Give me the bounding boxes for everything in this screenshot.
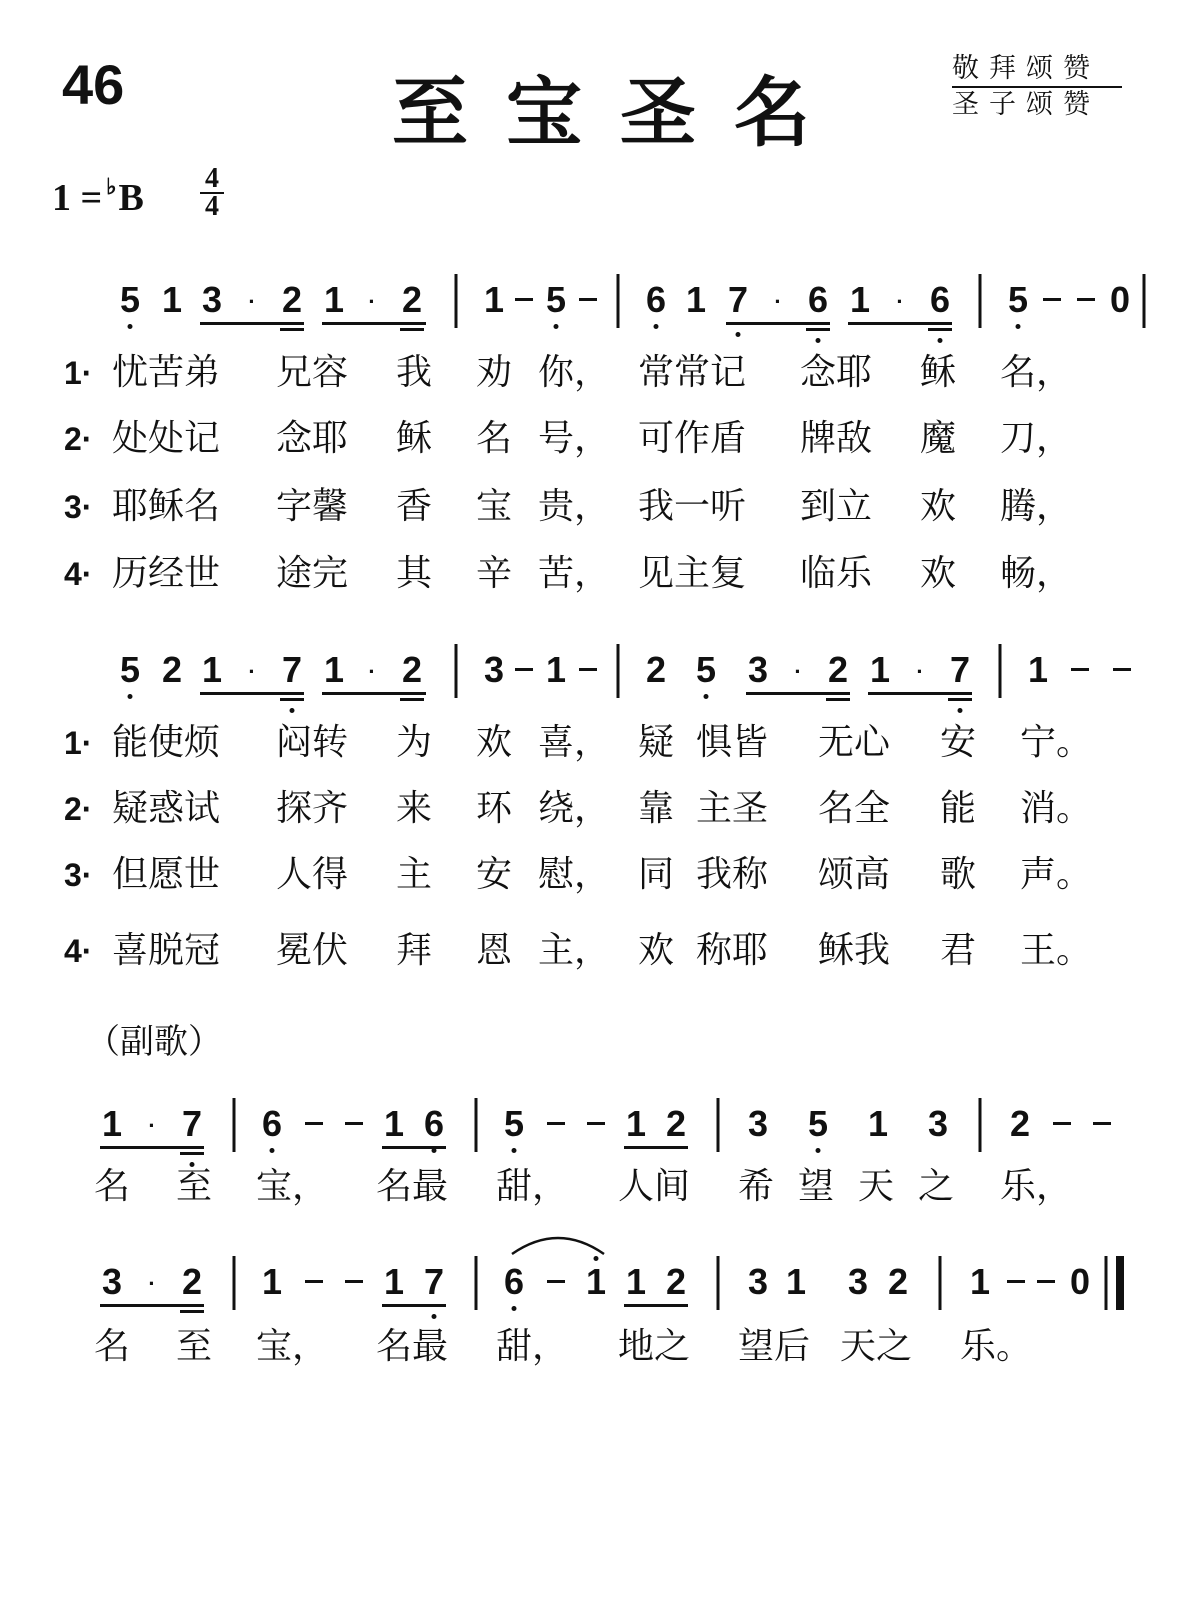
note: 1 — [625, 1103, 647, 1144]
lower-octave-dot — [512, 1306, 517, 1311]
sixteenth-beam — [180, 1310, 204, 1313]
lyric: 至 — [176, 1326, 213, 1367]
verse-number: 4· — [64, 556, 93, 592]
eighth-beam — [624, 1146, 688, 1149]
lyric: 声。 — [1020, 854, 1093, 895]
lyric: 到立 — [800, 486, 873, 527]
sixteenth-beam — [180, 1152, 204, 1155]
note: 1 — [161, 279, 183, 320]
lyric: 兄容 — [276, 352, 349, 393]
note: 5 — [503, 1103, 525, 1144]
note: 3 — [747, 1261, 769, 1302]
lyric: 能 — [940, 788, 977, 829]
dash — [305, 1280, 323, 1283]
note: 3 — [847, 1261, 869, 1302]
verse-row — [0, 416, 1200, 466]
lyric: 地之 — [618, 1326, 691, 1367]
bar-line — [979, 274, 982, 328]
lyric: 希 — [738, 1166, 775, 1207]
note: 2 — [401, 279, 423, 320]
note: 5 — [119, 279, 141, 320]
dot-augmentation: · — [368, 659, 376, 684]
note: 2 — [181, 1261, 203, 1302]
lyric: 同 — [638, 854, 675, 895]
note: 1 — [201, 649, 223, 690]
lyric: 无心 — [818, 722, 891, 763]
lower-octave-dot — [938, 338, 943, 343]
sixteenth-beam — [280, 328, 304, 331]
key-prefix: 1 = — [52, 177, 103, 219]
lyric: 字馨 — [276, 486, 349, 527]
lyric: 天 — [858, 1166, 895, 1207]
dash — [579, 668, 597, 671]
dot-augmentation: · — [916, 659, 924, 684]
note: 6 — [423, 1103, 445, 1144]
notation-system-1 — [0, 280, 1200, 340]
lyric: 甜， — [496, 1166, 569, 1207]
dash — [547, 1122, 565, 1125]
note: 1 — [383, 1103, 405, 1144]
bar-line — [1143, 274, 1146, 328]
verse-number: 4· — [64, 933, 93, 969]
lyric: 为 — [396, 722, 433, 763]
note: 2 — [281, 279, 303, 320]
note: 7 — [423, 1261, 445, 1302]
lyric: 名 — [94, 1166, 131, 1207]
lyric: 甜， — [496, 1326, 569, 1367]
lyric: 欢 — [476, 722, 513, 763]
bar-line — [233, 1098, 236, 1152]
dash — [515, 298, 533, 301]
time-bottom: 4 — [205, 191, 219, 222]
verse-row — [0, 720, 1200, 770]
lyric: 腾， — [1000, 486, 1073, 527]
eighth-beam — [200, 692, 304, 695]
verse-number: 2· — [64, 421, 93, 457]
dot-augmentation: · — [774, 289, 782, 314]
lower-octave-dot — [290, 708, 295, 713]
note: 1 — [101, 1103, 123, 1144]
lyric: 欢 — [638, 930, 675, 971]
lyric: 主， — [538, 930, 611, 971]
lyric: 忧苦弟 — [112, 352, 221, 393]
lyric: 王。 — [1020, 930, 1093, 971]
note: 2 — [665, 1103, 687, 1144]
bar-line — [475, 1256, 478, 1310]
lyric: 稣 — [396, 418, 433, 459]
dash — [345, 1280, 363, 1283]
lyric: 人得 — [276, 854, 349, 895]
note: 7 — [949, 649, 971, 690]
lyric: 探齐 — [276, 788, 349, 829]
note: 1 — [785, 1261, 807, 1302]
dot-augmentation: · — [148, 1271, 156, 1296]
note: 1 — [869, 649, 891, 690]
category-line-1: 敬拜颂赞 — [952, 52, 1122, 88]
note: 7 — [281, 649, 303, 690]
verse-number: 2· — [64, 791, 93, 827]
verse-row — [0, 350, 1200, 400]
note: 1 — [323, 279, 345, 320]
lyric: 念耶 — [276, 418, 349, 459]
note: 6 — [503, 1261, 525, 1302]
dash — [305, 1122, 323, 1125]
lower-octave-dot — [958, 708, 963, 713]
bar-line — [717, 1256, 720, 1310]
note: 5 — [119, 649, 141, 690]
lyric: 喜脱冠 — [112, 930, 221, 971]
bar-line — [455, 274, 458, 328]
lower-octave-dot — [432, 1314, 437, 1319]
lyric: 历经世 — [112, 553, 221, 594]
lower-octave-dot — [554, 324, 559, 329]
eighth-beam — [624, 1304, 688, 1307]
note: 1 — [261, 1261, 283, 1302]
sixteenth-beam — [806, 328, 830, 331]
lyric: 牌敌 — [800, 418, 873, 459]
note: 1 — [483, 279, 505, 320]
dot-augmentation: · — [896, 289, 904, 314]
lyric: 绕， — [538, 788, 611, 829]
verse-number: 3· — [64, 489, 93, 525]
note: 2 — [645, 649, 667, 690]
hymn-title: 至宝圣名 — [392, 68, 848, 157]
dash — [345, 1122, 363, 1125]
lower-octave-dot — [128, 694, 133, 699]
bar-line — [717, 1098, 720, 1152]
eighth-beam — [322, 692, 426, 695]
eighth-beam — [848, 322, 952, 325]
dot-augmentation: · — [248, 659, 256, 684]
lyric: 名 — [476, 418, 513, 459]
lyric: 你， — [538, 352, 611, 393]
lyric: 我一听 — [638, 486, 747, 527]
verse-row — [0, 551, 1200, 601]
eighth-beam — [382, 1304, 446, 1307]
lyric: 惧皆 — [696, 722, 769, 763]
lyric: 人间 — [618, 1166, 691, 1207]
category-label — [952, 52, 1122, 122]
note: 2 — [161, 649, 183, 690]
lyric: 贵， — [538, 486, 611, 527]
lyric: 主 — [396, 854, 433, 895]
lyric: 名最 — [376, 1326, 449, 1367]
note: 0 — [1069, 1261, 1091, 1302]
note: 3 — [747, 1103, 769, 1144]
lyric: 可作盾 — [638, 418, 747, 459]
lyric: 名 — [94, 1326, 131, 1367]
lyric: 天之 — [840, 1326, 913, 1367]
lyric: 疑惑试 — [112, 788, 221, 829]
lyric: 畅， — [1000, 553, 1073, 594]
lyric: 宝， — [256, 1166, 329, 1207]
lyric: 来 — [396, 788, 433, 829]
lower-octave-dot — [1016, 324, 1021, 329]
lyric: 至 — [176, 1166, 213, 1207]
lyric: 名全 — [818, 788, 891, 829]
lyric: 主圣 — [696, 788, 769, 829]
key-signature — [52, 174, 144, 220]
lyric: 称耶 — [696, 930, 769, 971]
bar-line — [233, 1256, 236, 1310]
note: 2 — [665, 1261, 687, 1302]
note: 1 — [585, 1261, 607, 1302]
time-top: 4 — [200, 166, 224, 194]
bar-line — [455, 644, 458, 698]
dash — [547, 1280, 565, 1283]
dash — [1093, 1122, 1111, 1125]
key-letter: B — [118, 177, 144, 219]
dash — [515, 668, 533, 671]
lyric: 见主复 — [638, 553, 747, 594]
lower-octave-dot — [736, 332, 741, 337]
eighth-beam — [100, 1146, 204, 1149]
verse-row — [0, 786, 1200, 836]
sixteenth-beam — [400, 328, 424, 331]
bar-line — [617, 274, 620, 328]
notation-system-4 — [0, 1262, 1200, 1322]
verse-row — [0, 484, 1200, 534]
lyric: 环 — [476, 788, 513, 829]
dash — [1037, 1280, 1055, 1283]
lyric: 能使烦 — [112, 722, 221, 763]
notation-system-2 — [0, 650, 1200, 710]
lyric: 之 — [918, 1166, 955, 1207]
note: 5 — [1007, 279, 1029, 320]
lyric: 望 — [798, 1166, 835, 1207]
note: 2 — [887, 1261, 909, 1302]
lyric: 稣我 — [818, 930, 891, 971]
lyric: 慰， — [538, 854, 611, 895]
eighth-beam — [746, 692, 850, 695]
note: 1 — [383, 1261, 405, 1302]
sixteenth-beam — [826, 698, 850, 701]
note: 3 — [483, 649, 505, 690]
lyric: 耶稣名 — [112, 486, 221, 527]
lyric: 劝 — [476, 352, 513, 393]
final-bar-line — [1116, 1256, 1124, 1310]
note: 2 — [827, 649, 849, 690]
lyric: 君 — [940, 930, 977, 971]
lyric: 念耶 — [800, 352, 873, 393]
note: 6 — [929, 279, 951, 320]
lyric: 冕伏 — [276, 930, 349, 971]
note: 7 — [181, 1103, 203, 1144]
note: 6 — [807, 279, 829, 320]
lower-octave-dot — [270, 1148, 275, 1153]
dot-augmentation: · — [368, 289, 376, 314]
lyric: 欢 — [920, 553, 957, 594]
lyric: 拜 — [396, 930, 433, 971]
note: 1 — [545, 649, 567, 690]
lyric: 安 — [476, 854, 513, 895]
lyric: 宝 — [476, 486, 513, 527]
lyric: 名最 — [376, 1166, 449, 1207]
note: 5 — [695, 649, 717, 690]
lyric: 刀， — [1000, 418, 1073, 459]
lyric: 靠 — [638, 788, 675, 829]
chorus-lyric-row — [0, 1164, 1200, 1214]
sixteenth-beam — [928, 328, 952, 331]
lyric: 恩 — [476, 930, 513, 971]
bar-line — [939, 1256, 942, 1310]
verse-row — [0, 852, 1200, 902]
lyric: 临乐 — [800, 553, 873, 594]
eighth-beam — [100, 1304, 204, 1307]
dot-augmentation: · — [794, 659, 802, 684]
bar-line — [979, 1098, 982, 1152]
lyric: 望后 — [738, 1326, 811, 1367]
lyric: 其 — [396, 553, 433, 594]
lower-octave-dot — [654, 324, 659, 329]
lyric: 欢 — [920, 486, 957, 527]
lyric: 颂高 — [818, 854, 891, 895]
lyric: 宝， — [256, 1326, 329, 1367]
lyric: 疑 — [638, 722, 675, 763]
lyric: 我 — [396, 352, 433, 393]
lyric: 稣 — [920, 352, 957, 393]
lyric: 闷转 — [276, 722, 349, 763]
note: 1 — [323, 649, 345, 690]
note: 2 — [401, 649, 423, 690]
dash — [1053, 1122, 1071, 1125]
lower-octave-dot — [704, 694, 709, 699]
lyric: 但愿世 — [112, 854, 221, 895]
dash — [1043, 298, 1061, 301]
bar-line — [475, 1098, 478, 1152]
note: 6 — [261, 1103, 283, 1144]
bar-line — [617, 644, 620, 698]
lyric: 乐， — [1000, 1166, 1073, 1207]
note: 1 — [849, 279, 871, 320]
note: 6 — [645, 279, 667, 320]
lyric: 香 — [396, 486, 433, 527]
lyric: 歌 — [940, 854, 977, 895]
time-signature — [200, 163, 224, 222]
lyric: 途完 — [276, 553, 349, 594]
note: 1 — [867, 1103, 889, 1144]
eighth-beam — [200, 322, 304, 325]
hymn-number: 46 — [62, 53, 125, 116]
dash — [1007, 1280, 1025, 1283]
note: 5 — [545, 279, 567, 320]
lower-octave-dot — [512, 1148, 517, 1153]
dash — [1113, 668, 1131, 671]
upper-octave-dot — [594, 1256, 599, 1261]
note: 1 — [625, 1261, 647, 1302]
lyric: 号， — [538, 418, 611, 459]
dot-augmentation: · — [148, 1113, 156, 1138]
note: 5 — [807, 1103, 829, 1144]
dot-augmentation: · — [248, 289, 256, 314]
eighth-beam — [868, 692, 972, 695]
note: 3 — [101, 1261, 123, 1302]
lyric: 辛 — [476, 553, 513, 594]
chorus-label: （副歌） — [86, 1022, 222, 1062]
lyric: 安 — [940, 722, 977, 763]
lower-octave-dot — [816, 338, 821, 343]
lyric: 乐。 — [960, 1326, 1033, 1367]
note: 7 — [727, 279, 749, 320]
lyric: 宁。 — [1020, 722, 1093, 763]
dash — [587, 1122, 605, 1125]
eighth-beam — [322, 322, 426, 325]
lyric: 喜， — [538, 722, 611, 763]
dash — [1077, 298, 1095, 301]
dash — [579, 298, 597, 301]
note: 1 — [969, 1261, 991, 1302]
note: 1 — [1027, 649, 1049, 690]
verse-row — [0, 928, 1200, 978]
lyric: 魔 — [920, 418, 957, 459]
lyric: 我称 — [696, 854, 769, 895]
note: 2 — [1009, 1103, 1031, 1144]
verse-number: 1· — [64, 355, 93, 391]
eighth-beam — [382, 1146, 446, 1149]
lyric: 常常记 — [638, 352, 747, 393]
verse-number: 1· — [64, 725, 93, 761]
sixteenth-beam — [280, 698, 304, 701]
eighth-beam — [726, 322, 830, 325]
category-line-2: 圣子颂赞 — [952, 89, 1100, 120]
note: 1 — [685, 279, 707, 320]
lyric: 处处记 — [112, 418, 221, 459]
lower-octave-dot — [128, 324, 133, 329]
lyric: 名， — [1000, 352, 1073, 393]
lower-octave-dot — [816, 1148, 821, 1153]
dash — [1071, 668, 1089, 671]
bar-line — [1105, 1256, 1108, 1310]
lyric: 消。 — [1020, 788, 1093, 829]
note: 3 — [747, 649, 769, 690]
chorus-lyric-row — [0, 1324, 1200, 1374]
note: 3 — [201, 279, 223, 320]
flat-symbol: ♭ — [106, 174, 117, 199]
bar-line — [999, 644, 1002, 698]
note: 0 — [1109, 279, 1131, 320]
notation-system-3 — [0, 1104, 1200, 1164]
sixteenth-beam — [948, 698, 972, 701]
note: 3 — [927, 1103, 949, 1144]
lyric: 苦， — [538, 553, 611, 594]
verse-number: 3· — [64, 857, 93, 893]
sixteenth-beam — [400, 698, 424, 701]
